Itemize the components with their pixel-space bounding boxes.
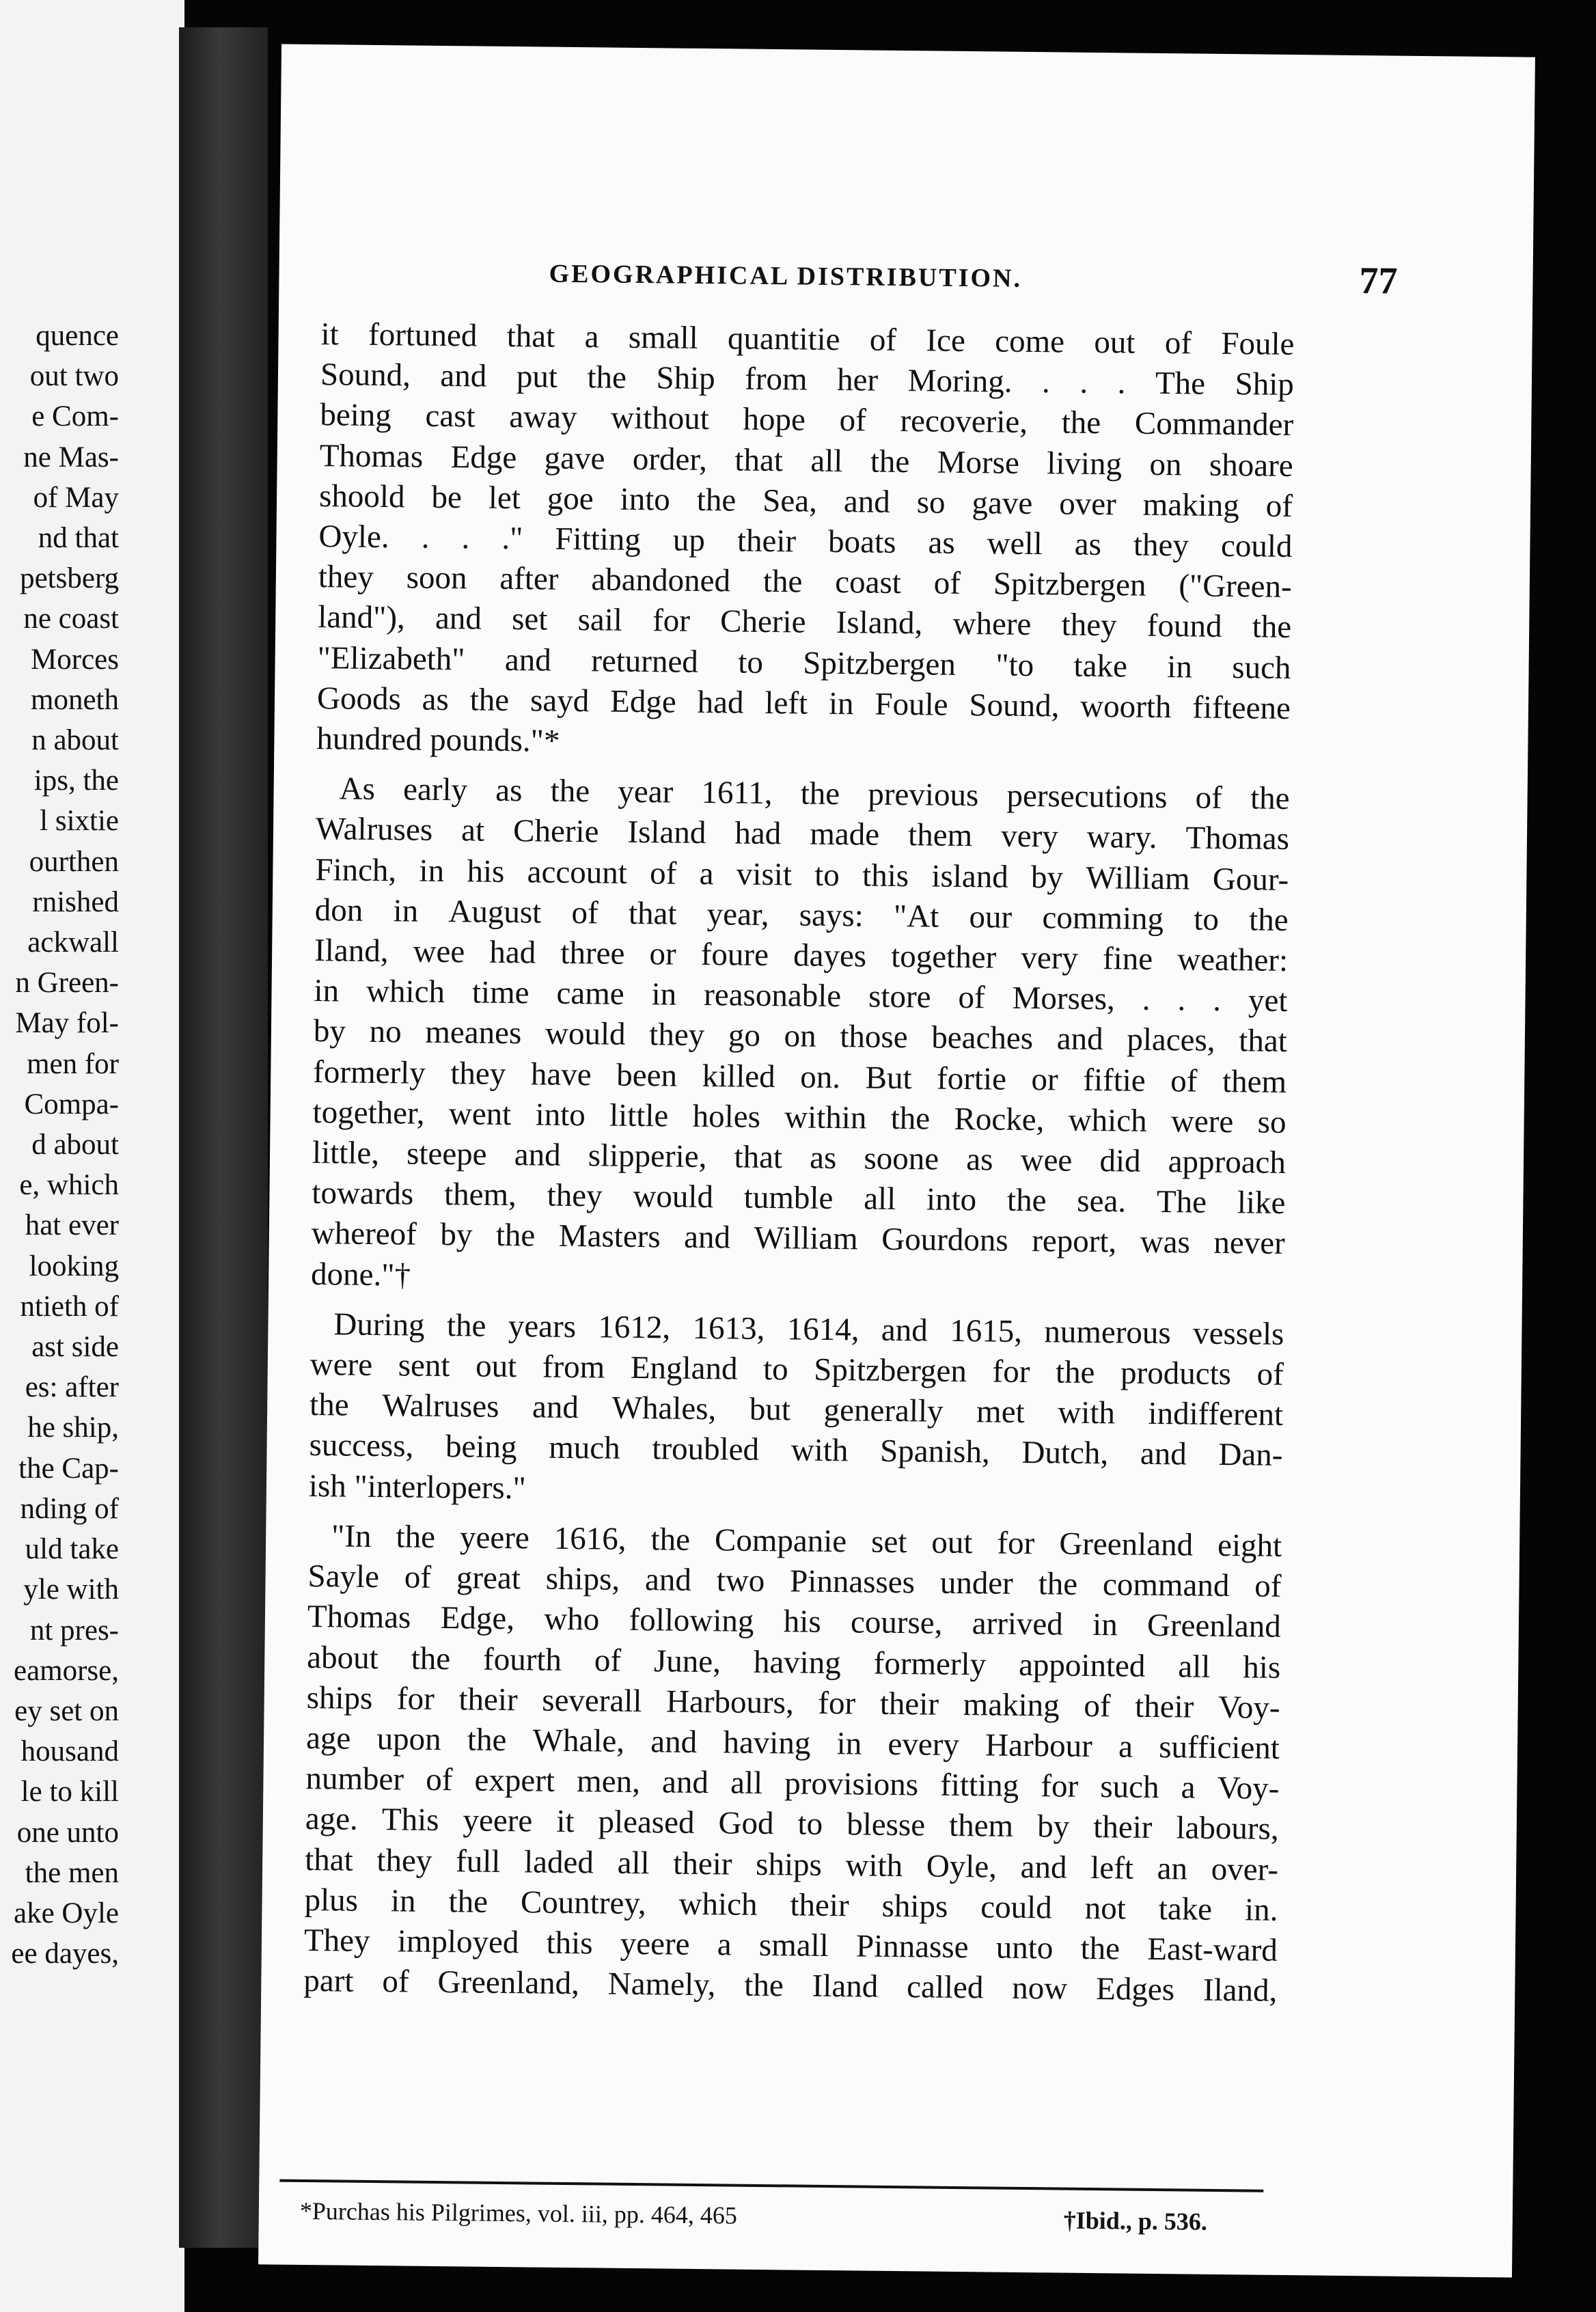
text-line: quence (36, 320, 119, 352)
text-line: petsberg (20, 562, 119, 595)
text-line: nt pres- (29, 1614, 119, 1647)
text-line: nd that (38, 522, 119, 555)
text-line: e, which (19, 1169, 119, 1202)
text-line: Thomas Edge, who following his course, arrived in Greenland (307, 1599, 1282, 1645)
text-line: Goods as the sayd Edge had left in Foule Sound, woorth fifteene (316, 680, 1291, 726)
text-line: Thomas Edge gave order, that all the Morse living on shoare (319, 437, 1293, 484)
text-line: of May (33, 481, 119, 514)
text-line: They imployed this yeere a small Pinnasse unto the East-ward (303, 1922, 1278, 1968)
text-line: "In the yeere 1616, the Companie set out for Greenland eight (331, 1518, 1282, 1564)
text-line: e Com- (31, 400, 119, 433)
text-line: Morces (31, 643, 119, 676)
running-head: GEOGRAPHICAL DISTRIBUTION. (549, 259, 1023, 293)
text-line: part of Greenland, Namely, the Iland called now Edges Iland, (303, 1963, 1278, 2009)
footnote-rule (279, 2179, 1263, 2192)
text-line: Sayle of great ships, and two Pinnasses under the command of (307, 1558, 1282, 1605)
text-line: During the years 1612, 1613, 1614, and 1615, numerous vessels (333, 1306, 1284, 1352)
text-line: "Elizabeth" and returned to Spitzbergen "to take in such (317, 639, 1291, 686)
text-line: don in August of that year, says: "At our comming to the (314, 892, 1289, 938)
text-line: together, went into little holes within the Rocke, which were so (312, 1094, 1287, 1140)
text-line: the Cap- (18, 1452, 119, 1485)
text-line: ackwall (27, 926, 119, 959)
text-line: about the fourth of June, having formerly appointed all his (307, 1639, 1281, 1685)
text-line: towards them, they would tumble all into the sea. The like (312, 1175, 1286, 1222)
text-line: in which time came in reasonable store of Morses, . . . yet (314, 973, 1288, 1019)
text-line: housand (20, 1735, 119, 1768)
text-line: l sixtie (40, 805, 119, 838)
text-line: age upon the Whale, and having in every Harbour a sufficient (305, 1720, 1280, 1766)
text-line: moneth (31, 683, 119, 716)
previous-page-fragment (0, 0, 184, 2312)
text-line: the Walruses and Whales, but generally met with indifferent (309, 1387, 1284, 1433)
text-line: Finch, in his account of a visit to this island by William Gour- (315, 851, 1289, 898)
text-line: es: after (25, 1371, 119, 1404)
text-line: ips, the (33, 765, 119, 797)
text-line: As early as the year 1611, the previous persecutions of the (339, 771, 1290, 817)
text-line: Iland, wee had three or foure dayes together very fine weather: (314, 933, 1289, 979)
body-text (303, 314, 1295, 2011)
text-line: d about (31, 1129, 119, 1161)
previous-page-text (0, 316, 119, 1974)
text-line: ntieth of (20, 1290, 119, 1323)
footnote: *Purchas his Pilgrimes, vol. iii, pp. 464, 465 (299, 2197, 738, 2229)
text-line: yle with (23, 1573, 119, 1606)
text-line: they soon after abandoned the coast of Spitzbergen ("Green- (318, 559, 1292, 605)
text-line: hat ever (25, 1209, 119, 1242)
text-line: by no meanes would they go on those beaches and places, that (313, 1013, 1288, 1060)
text-line: Oyle. . . ." Fitting up their boats as well as they could (318, 519, 1293, 565)
text-line: men for (27, 1047, 119, 1080)
text-line: being cast away without hope of recoverie, the Commander (320, 397, 1294, 443)
book-page (258, 44, 1535, 2277)
text-line: he ship, (27, 1412, 119, 1444)
text-line: out two (29, 360, 119, 393)
text-line: success, being much troubled with Spanish, Dutch, and Dan- (309, 1427, 1283, 1474)
text-line: it fortuned that a small quantitie of Ice come out of Foule (320, 316, 1295, 363)
text-line: land"), and set sail for Cherie Island, where they found the (318, 599, 1292, 646)
text-line: ey set on (14, 1694, 119, 1727)
page-number: 77 (1359, 260, 1398, 303)
text-line: le to kill (20, 1776, 119, 1808)
text-line: formerly they have been killed on. But fortie or fiftie of them (313, 1054, 1287, 1100)
text-line: n about (31, 724, 119, 757)
text-line: ourthen (29, 845, 119, 878)
text-line: Compa- (24, 1088, 119, 1120)
text-line: one unto (16, 1816, 119, 1849)
text-line: plus in the Countrey, which their ships could not take in. (304, 1882, 1278, 1928)
text-line: ast side (31, 1331, 119, 1364)
text-line: the men (25, 1856, 119, 1889)
text-line: ne coast (23, 603, 119, 635)
text-line: that they full laded all their ships with Oyle, and left an over- (304, 1841, 1279, 1888)
text-line: done."† (310, 1256, 411, 1293)
footnote: †Ibid., p. 536. (1063, 2206, 1208, 2235)
text-line: ish "interlopers." (308, 1468, 526, 1506)
text-line: number of expert men, and all provisions fitting for such a Voy- (305, 1761, 1280, 1807)
text-line: ships for their severall Harbours, for their making of their Voy- (306, 1679, 1280, 1726)
text-line: rnished (32, 885, 119, 918)
text-line: shoold be let goe into the Sea, and so gave over making of (318, 478, 1293, 524)
text-line: little, steepe and slipperie, that as soone as wee did approach (312, 1135, 1287, 1181)
text-line: May fol- (15, 1007, 119, 1040)
text-line: ee dayes, (11, 1938, 119, 1970)
text-line: Sound, and put the Ship from her Moring. . . . The Ship (320, 357, 1295, 403)
text-line: eamorse, (13, 1654, 119, 1687)
text-line: age. This yeere it pleased God to blesse them by their labours, (305, 1801, 1279, 1847)
text-line: ake Oyle (13, 1897, 119, 1929)
text-line: uld take (25, 1533, 119, 1566)
text-line: hundred pounds."* (316, 721, 560, 759)
text-line: whereof by the Masters and William Gourdons report, was never (311, 1215, 1286, 1262)
text-line: nding of (20, 1492, 119, 1525)
text-line: looking (29, 1250, 119, 1282)
book-gutter (179, 27, 268, 2248)
text-line: ne Mas- (23, 441, 119, 473)
text-line: were sent out from England to Spitzbergen for the products of (309, 1347, 1284, 1393)
text-line: Walruses at Cherie Island had made them very wary. Thomas (315, 811, 1290, 857)
text-line: n Green- (15, 967, 119, 1000)
